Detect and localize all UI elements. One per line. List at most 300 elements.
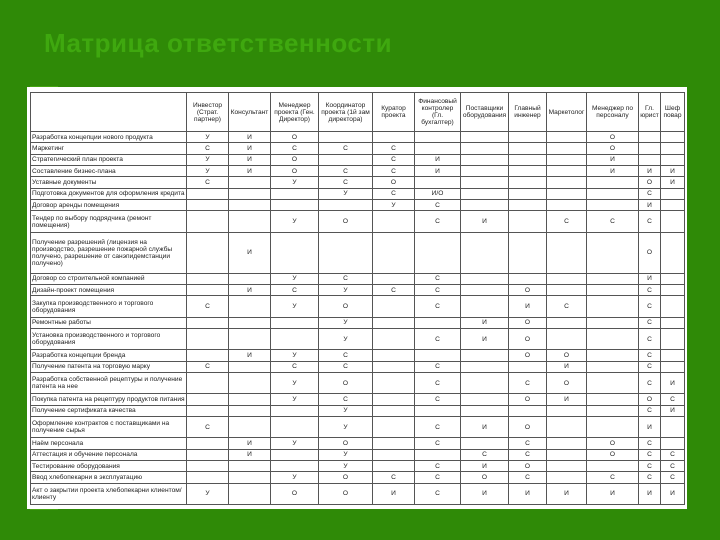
role-cell: С	[547, 211, 587, 232]
role-cell	[461, 200, 509, 211]
role-cell: У	[319, 329, 373, 350]
table-row	[31, 211, 685, 232]
role-cell	[509, 188, 547, 199]
role-cell	[587, 350, 639, 361]
role-cell: С	[639, 350, 661, 361]
column-header: Гл. юрист	[639, 93, 661, 132]
task-cell: Договор со строительной компанией	[31, 273, 187, 284]
role-cell	[461, 166, 509, 177]
role-cell	[587, 232, 639, 273]
table-row	[31, 449, 685, 460]
role-cell: И/О	[415, 188, 461, 199]
role-cell	[547, 329, 587, 350]
role-cell: С	[415, 438, 461, 449]
role-cell: У	[319, 449, 373, 460]
role-cell	[461, 273, 509, 284]
role-cell	[229, 273, 271, 284]
role-cell	[187, 350, 229, 361]
role-cell: У	[319, 460, 373, 471]
role-cell	[661, 285, 685, 296]
role-cell	[229, 361, 271, 372]
table-row	[31, 296, 685, 317]
task-cell: Аттестация и обучение персонала	[31, 449, 187, 460]
task-cell: Подготовка документов для оформления кредита	[31, 188, 187, 199]
role-cell: У	[271, 394, 319, 405]
role-cell	[373, 361, 415, 372]
role-cell: И	[461, 483, 509, 504]
role-cell: С	[373, 285, 415, 296]
role-cell: О	[509, 329, 547, 350]
role-cell: С	[415, 373, 461, 394]
role-cell: У	[271, 472, 319, 483]
role-cell: С	[415, 200, 461, 211]
role-cell: С	[415, 296, 461, 317]
role-cell	[587, 394, 639, 405]
table-row	[31, 188, 685, 199]
role-cell: И	[661, 373, 685, 394]
role-cell: С	[509, 438, 547, 449]
table-row	[31, 460, 685, 471]
role-cell: О	[587, 438, 639, 449]
role-cell: И	[229, 438, 271, 449]
role-cell	[509, 405, 547, 416]
role-cell: О	[509, 460, 547, 471]
role-cell	[639, 132, 661, 143]
role-cell: С	[639, 211, 661, 232]
role-cell	[509, 143, 547, 154]
role-cell: С	[415, 460, 461, 471]
task-cell: Уставные документы	[31, 177, 187, 188]
role-cell	[461, 188, 509, 199]
responsibility-matrix	[30, 92, 685, 505]
role-cell: О	[639, 394, 661, 405]
role-cell: О	[319, 373, 373, 394]
role-cell	[319, 232, 373, 273]
role-cell	[319, 200, 373, 211]
role-cell: И	[587, 166, 639, 177]
role-cell	[587, 296, 639, 317]
role-cell: С	[373, 143, 415, 154]
role-cell	[373, 296, 415, 317]
role-cell	[229, 405, 271, 416]
role-cell	[461, 143, 509, 154]
role-cell: И	[587, 154, 639, 165]
role-cell: С	[319, 350, 373, 361]
role-cell	[187, 405, 229, 416]
role-cell	[661, 200, 685, 211]
task-cell: Получение разрешений (лицензия на производство, разрешение пожарной службы получено, разрешение от санэпидемстанции получено)	[31, 232, 187, 273]
role-cell	[229, 211, 271, 232]
role-cell	[461, 296, 509, 317]
role-cell: С	[319, 361, 373, 372]
task-cell: Получение патента на торговую марку	[31, 361, 187, 372]
table-row	[31, 394, 685, 405]
role-cell: С	[461, 449, 509, 460]
role-cell	[547, 317, 587, 328]
table-row	[31, 143, 685, 154]
role-cell: С	[187, 143, 229, 154]
role-cell: С	[271, 285, 319, 296]
header-row	[31, 93, 685, 132]
table-row	[31, 472, 685, 483]
role-cell	[547, 405, 587, 416]
role-cell: И	[461, 317, 509, 328]
role-cell	[661, 132, 685, 143]
role-cell	[547, 285, 587, 296]
role-cell	[661, 154, 685, 165]
role-cell	[661, 329, 685, 350]
role-cell	[415, 232, 461, 273]
role-cell	[587, 460, 639, 471]
table-row	[31, 329, 685, 350]
role-cell	[187, 472, 229, 483]
role-cell: И	[373, 483, 415, 504]
role-cell	[461, 350, 509, 361]
role-cell: И	[547, 361, 587, 372]
column-header: Координатор проекта (1й зам директора)	[319, 93, 373, 132]
role-cell: И	[547, 394, 587, 405]
table-row	[31, 200, 685, 211]
task-cell: Установка производственного и торгового оборудования	[31, 329, 187, 350]
task-cell: Ввод хлебопекарни в эксплуатацию	[31, 472, 187, 483]
role-cell	[661, 350, 685, 361]
role-cell	[187, 232, 229, 273]
role-cell	[187, 188, 229, 199]
task-cell: Тендер по выбору подрядчика (ремонт помещения)	[31, 211, 187, 232]
role-cell: С	[415, 211, 461, 232]
role-cell: У	[271, 177, 319, 188]
task-cell: Покупка патента на рецептуру продуктов питания	[31, 394, 187, 405]
role-cell: С	[373, 166, 415, 177]
role-cell: У	[271, 296, 319, 317]
role-cell: С	[415, 273, 461, 284]
role-cell	[373, 438, 415, 449]
table-row	[31, 132, 685, 143]
role-cell	[373, 373, 415, 394]
role-cell: С	[415, 472, 461, 483]
role-cell: И	[639, 166, 661, 177]
column-header: Куратор проекта	[373, 93, 415, 132]
role-cell: С	[187, 177, 229, 188]
role-cell	[229, 177, 271, 188]
role-cell	[587, 177, 639, 188]
role-cell: С	[639, 317, 661, 328]
role-cell: У	[187, 154, 229, 165]
role-cell: С	[509, 373, 547, 394]
role-cell: О	[319, 472, 373, 483]
role-cell: О	[587, 132, 639, 143]
role-cell	[415, 449, 461, 460]
role-cell	[661, 188, 685, 199]
column-header: Поставщики оборудования	[461, 93, 509, 132]
table-row	[31, 361, 685, 372]
table-row	[31, 483, 685, 504]
role-cell: И	[461, 329, 509, 350]
role-cell	[509, 232, 547, 273]
role-cell: У	[319, 405, 373, 416]
role-cell	[547, 132, 587, 143]
table-row	[31, 154, 685, 165]
role-cell: О	[639, 232, 661, 273]
role-cell	[415, 317, 461, 328]
role-cell: И	[461, 417, 509, 438]
role-cell	[587, 285, 639, 296]
task-cell: Наём персонала	[31, 438, 187, 449]
role-cell	[547, 188, 587, 199]
role-cell	[415, 405, 461, 416]
table-row	[31, 273, 685, 284]
task-cell: Стратегический план проекта	[31, 154, 187, 165]
role-cell	[661, 211, 685, 232]
role-cell: С	[415, 483, 461, 504]
role-cell: О	[547, 350, 587, 361]
role-cell	[461, 361, 509, 372]
role-cell: О	[509, 417, 547, 438]
role-cell: С	[509, 449, 547, 460]
task-cell: Закупка производственного и торгового оборудования	[31, 296, 187, 317]
role-cell	[373, 460, 415, 471]
role-cell	[187, 394, 229, 405]
role-cell: И	[229, 132, 271, 143]
role-cell	[547, 417, 587, 438]
role-cell: И	[229, 166, 271, 177]
role-cell	[509, 177, 547, 188]
role-cell: С	[319, 394, 373, 405]
role-cell: С	[187, 361, 229, 372]
role-cell	[661, 438, 685, 449]
role-cell	[547, 472, 587, 483]
role-cell	[587, 200, 639, 211]
role-cell	[373, 405, 415, 416]
task-cell: Получение сертификата качества	[31, 405, 187, 416]
role-cell: С	[639, 373, 661, 394]
role-cell: С	[319, 166, 373, 177]
role-cell	[461, 373, 509, 394]
role-cell: С	[639, 296, 661, 317]
role-cell	[373, 449, 415, 460]
role-cell	[587, 405, 639, 416]
role-cell: И	[639, 417, 661, 438]
role-cell: О	[509, 317, 547, 328]
table-row	[31, 350, 685, 361]
role-cell	[319, 154, 373, 165]
role-cell	[509, 211, 547, 232]
role-cell	[271, 417, 319, 438]
role-cell: И	[229, 143, 271, 154]
role-cell	[461, 177, 509, 188]
matrix-body	[31, 132, 685, 505]
role-cell	[271, 460, 319, 471]
role-cell	[639, 143, 661, 154]
role-cell: И	[509, 483, 547, 504]
role-cell	[319, 132, 373, 143]
role-cell	[229, 200, 271, 211]
role-cell	[373, 350, 415, 361]
role-cell: С	[415, 329, 461, 350]
role-cell	[187, 329, 229, 350]
role-cell: О	[547, 373, 587, 394]
role-cell	[547, 438, 587, 449]
role-cell: И	[547, 483, 587, 504]
role-cell	[587, 373, 639, 394]
role-cell	[461, 232, 509, 273]
role-cell	[229, 460, 271, 471]
role-cell: У	[187, 132, 229, 143]
role-cell	[271, 329, 319, 350]
role-cell: С	[415, 361, 461, 372]
role-cell	[187, 373, 229, 394]
role-cell	[509, 132, 547, 143]
role-cell: О	[509, 350, 547, 361]
role-cell: И	[661, 405, 685, 416]
role-cell: И	[639, 200, 661, 211]
task-cell: Разработка концепции бренда	[31, 350, 187, 361]
role-cell: О	[587, 449, 639, 460]
role-cell: У	[271, 438, 319, 449]
role-cell	[547, 232, 587, 273]
role-cell: С	[319, 177, 373, 188]
role-cell	[547, 449, 587, 460]
role-cell: С	[661, 472, 685, 483]
role-cell	[271, 232, 319, 273]
role-cell	[271, 449, 319, 460]
table-row	[31, 166, 685, 177]
role-cell: И	[415, 166, 461, 177]
column-header: Консультант	[229, 93, 271, 132]
role-cell: С	[639, 285, 661, 296]
role-cell: И	[639, 483, 661, 504]
role-cell	[373, 394, 415, 405]
role-cell: С	[415, 417, 461, 438]
role-cell: И	[509, 296, 547, 317]
task-cell: Тестирование оборудования	[31, 460, 187, 471]
column-header: Маркетолог	[547, 93, 587, 132]
role-cell	[661, 296, 685, 317]
role-cell	[229, 394, 271, 405]
role-cell	[661, 143, 685, 154]
role-cell: О	[509, 394, 547, 405]
role-cell: С	[639, 460, 661, 471]
role-cell: О	[319, 211, 373, 232]
column-header: Менеджер проекта (Ген. Директор)	[271, 93, 319, 132]
role-cell: С	[639, 472, 661, 483]
task-cell: Дизайн-проект помещения	[31, 285, 187, 296]
role-cell	[587, 188, 639, 199]
role-cell: О	[319, 483, 373, 504]
role-cell	[661, 232, 685, 273]
role-cell: И	[461, 211, 509, 232]
role-cell	[661, 361, 685, 372]
table-row	[31, 405, 685, 416]
role-cell	[229, 417, 271, 438]
role-cell	[547, 177, 587, 188]
column-header	[31, 93, 187, 132]
task-cell: Разработка собственной рецептуры и получение патента на нее	[31, 373, 187, 394]
role-cell: У	[373, 200, 415, 211]
role-cell: О	[509, 285, 547, 296]
task-cell: Разработка концепции нового продукта	[31, 132, 187, 143]
role-cell	[587, 317, 639, 328]
role-cell	[509, 273, 547, 284]
role-cell	[373, 317, 415, 328]
role-cell	[271, 200, 319, 211]
role-cell	[187, 273, 229, 284]
role-cell	[509, 154, 547, 165]
task-cell: Составление бизнес-плана	[31, 166, 187, 177]
role-cell: И	[587, 483, 639, 504]
role-cell: О	[319, 438, 373, 449]
column-header: Финансовый контролер (Гл. бухгалтер)	[415, 93, 461, 132]
role-cell: И	[415, 154, 461, 165]
role-cell	[547, 166, 587, 177]
role-cell: О	[271, 166, 319, 177]
role-cell: С	[415, 285, 461, 296]
table-row	[31, 177, 685, 188]
role-cell: И	[229, 350, 271, 361]
role-cell: У	[319, 317, 373, 328]
role-cell: С	[639, 438, 661, 449]
role-cell	[415, 132, 461, 143]
role-cell	[187, 211, 229, 232]
column-header: Инвестор (Страт. партнер)	[187, 93, 229, 132]
role-cell: С	[639, 449, 661, 460]
role-cell: О	[271, 483, 319, 504]
role-cell	[547, 154, 587, 165]
page-title: Матрица ответственности	[44, 28, 393, 58]
role-cell	[461, 154, 509, 165]
role-cell	[587, 417, 639, 438]
role-cell: С	[661, 394, 685, 405]
role-cell: И	[661, 483, 685, 504]
role-cell	[229, 472, 271, 483]
role-cell	[229, 188, 271, 199]
role-cell: У	[271, 211, 319, 232]
table-row	[31, 285, 685, 296]
table-row	[31, 438, 685, 449]
role-cell: С	[373, 472, 415, 483]
role-cell: О	[271, 154, 319, 165]
role-cell: С	[373, 188, 415, 199]
role-cell: У	[271, 350, 319, 361]
role-cell	[509, 200, 547, 211]
role-cell	[415, 177, 461, 188]
role-cell	[187, 460, 229, 471]
role-cell	[229, 373, 271, 394]
role-cell	[373, 417, 415, 438]
role-cell: С	[415, 394, 461, 405]
role-cell	[187, 285, 229, 296]
role-cell: И	[229, 449, 271, 460]
task-cell: Оформление контрактов с поставщиками на получение сырья	[31, 417, 187, 438]
column-header: Менеджер по персоналу	[587, 93, 639, 132]
role-cell: С	[587, 472, 639, 483]
role-cell	[187, 317, 229, 328]
role-cell: С	[187, 296, 229, 317]
role-cell	[271, 405, 319, 416]
role-cell: С	[639, 188, 661, 199]
role-cell: О	[373, 177, 415, 188]
role-cell	[373, 132, 415, 143]
matrix-sheet	[27, 87, 687, 509]
role-cell: С	[187, 417, 229, 438]
role-cell: И	[229, 232, 271, 273]
role-cell	[661, 317, 685, 328]
role-cell: И	[461, 460, 509, 471]
role-cell	[587, 273, 639, 284]
role-cell: И	[229, 285, 271, 296]
role-cell: С	[639, 329, 661, 350]
role-cell: С	[271, 361, 319, 372]
